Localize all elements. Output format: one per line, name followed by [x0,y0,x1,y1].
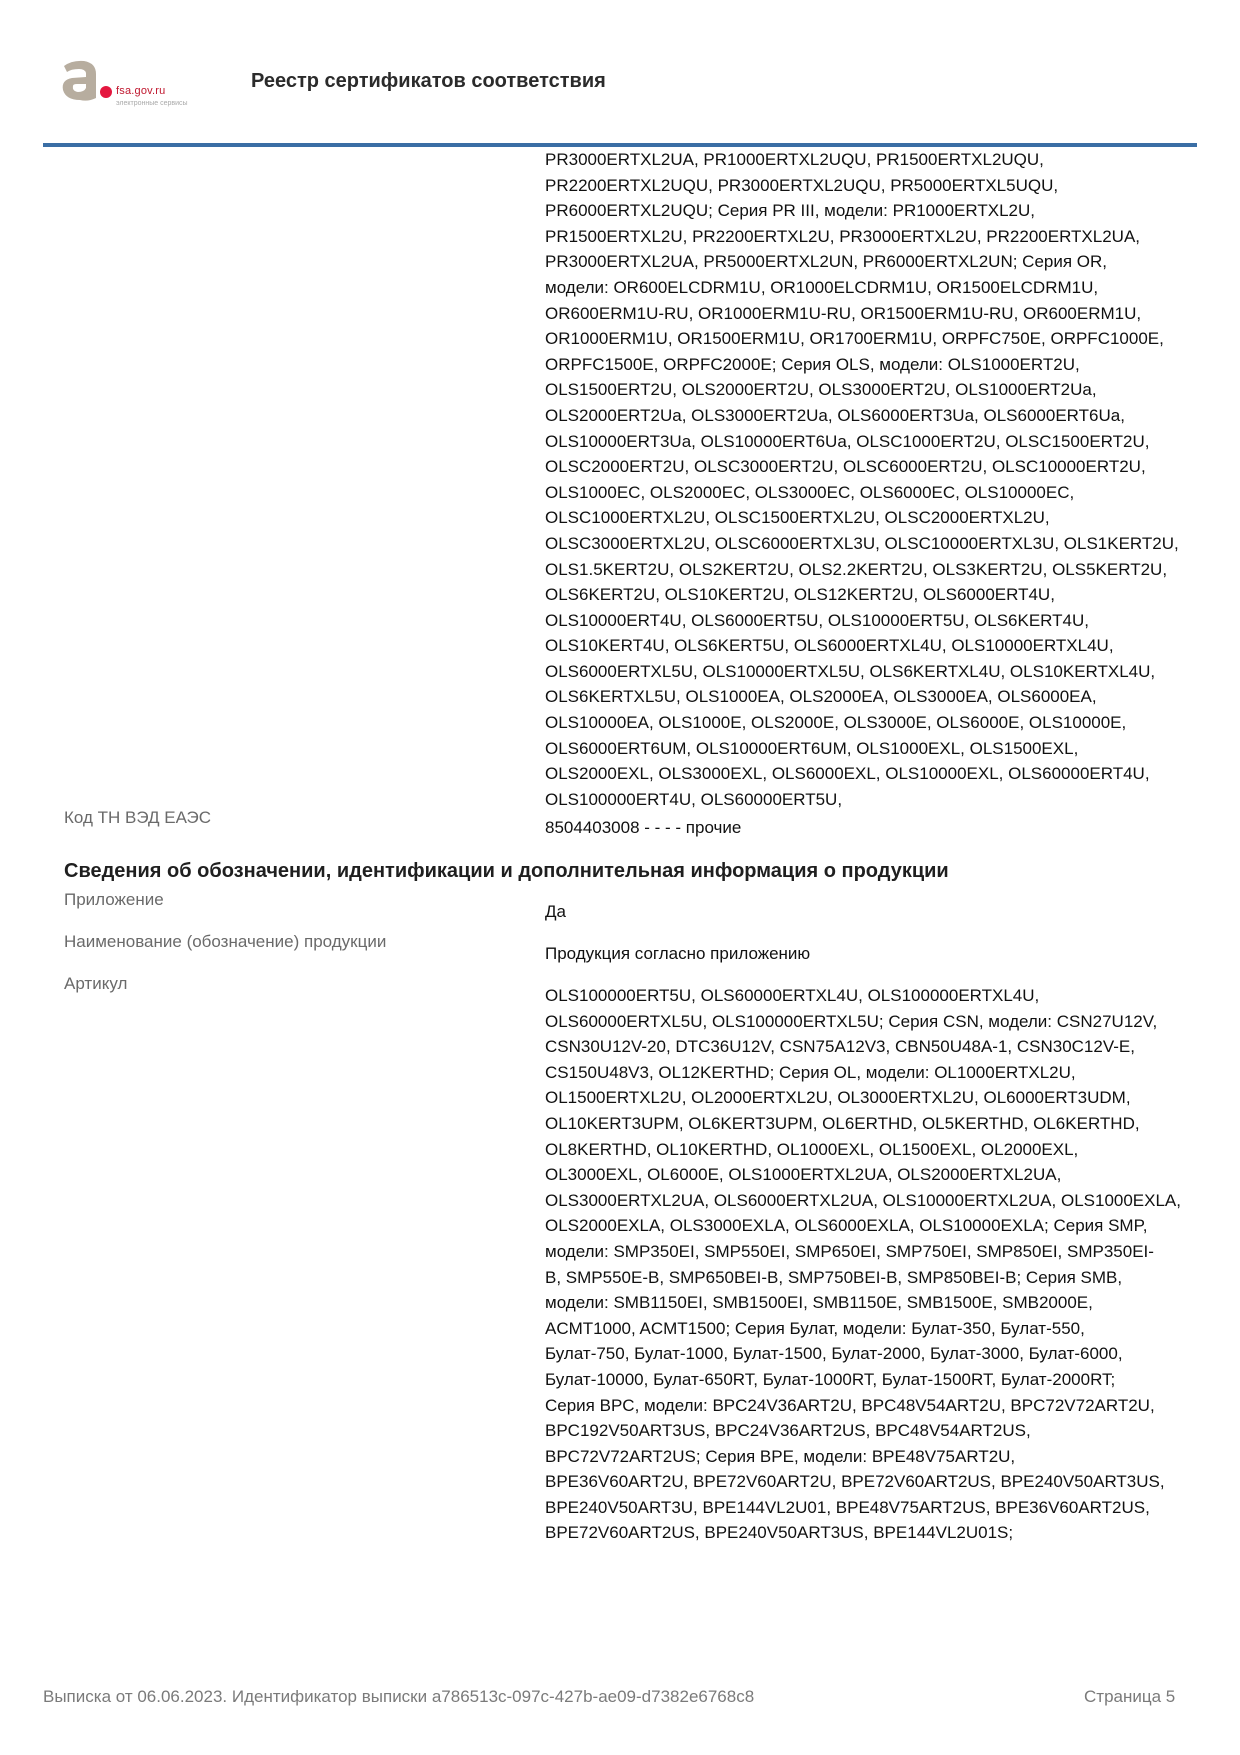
text-line: OLS1000EC, OLS2000EC, OLS3000EC, OLS6000EC, OLS10000EC, [545,482,1075,502]
text-line: PR1500ERTXL2U, PR2200ERTXL2U, PR3000ERTXL2U, PR2200ERTXL2UA, [545,226,1141,246]
text-line: OLSC1000ERTXL2U, OLSC1500ERTXL2U, OLSC2000ERTXL2U, [545,508,1050,528]
page-title: Реестр сертификатов соответствия [251,70,606,92]
appendix-label: Приложение [64,890,164,909]
text-line: OL10KERT3UPM, OL6KERT3UPM, OL6ERTHD, OL5KERTHD, OL6KERTHD, [545,1113,1140,1133]
text-line: PR3000ERTXL2UA, PR5000ERTXL2UN, PR6000ERTXL2UN; Серия OR, [545,252,1108,272]
page-number: Страница 5 [1084,1687,1176,1706]
text-line: BPE36V60ART2U, BPE72V60ART2U, BPE72V60ART2US, BPE240V50ART3US, [545,1472,1165,1492]
text-line: Булат-10000, Булат-650RT, Булат-1000RT, Булат-1500RT, Булат-2000RT; [545,1369,1116,1389]
appendix-value [545,899,1205,925]
text-line: OLS10000ERT3Ua, OLS10000ERT6Ua, OLSC1000ERT2U, OLSC1500ERT2U, [545,431,1150,451]
text-line: BPE72V60ART2US, BPE240V50ART3US, BPE144VL2U01S; [545,1523,1014,1543]
text-line: OLS10000EA, OLS1000E, OLS2000E, OLS3000E, OLS6000E, OLS10000E, [545,713,1127,733]
text-line: OR1000ERM1U, OR1500ERM1U, OR1700ERM1U, ORPFC750E, ORPFC1000E, [545,329,1164,349]
logo-subtitle: электронные сервисы [116,100,188,107]
product-name-label: Наименование (обозначение) продукции [64,932,387,951]
page-header [0,0,1240,150]
appendix-value-text: Да [545,902,566,921]
text-line: модели: SMP350EI, SMP550EI, SMP650EI, SMP750EI, SMP850EI, SMP350EI- [545,1241,1154,1261]
continued-product-list [545,147,1205,812]
section-title: Сведения об обозначении, идентификации и дополнительная информация о продукции [64,860,949,882]
text-line: Серия BPC, модели: BPC24V36ART2U, BPC48V54ART2U, BPC72V72ART2U, [545,1395,1155,1415]
text-line: OL3000EXL, OL6000E, OLS1000ERTXL2UA, OLS2000ERTXL2UA, [545,1165,1062,1185]
text-line: OLS6KERT2U, OLS10KERT2U, OLS12KERT2U, OLS6000ERT4U, [545,585,1055,605]
text-line: ACMT1000, ACMT1500; Серия Булат, модели: Булат-350, Булат-550, [545,1318,1085,1338]
fsa-a-logo-icon [58,58,102,102]
tnved-code: 8504403008 - - - - прочие [545,818,742,837]
text-line: OLS10KERT4U, OLS6KERT5U, OLS6000ERTXL4U, OLS10000ERTXL4U, [545,636,1114,656]
product-name-value [545,941,1205,967]
text-line: OLS6000ERTXL5U, OLS10000ERTXL5U, OLS6KERTXL4U, OLS10KERTXL4U, [545,661,1156,681]
text-line: PR6000ERTXL2UQU; Серия PR III, модели: PR1000ERTXL2U, [545,201,1035,221]
text-line: CSN30U12V-20, DTC36U12V, CSN75A12V3, CBN50U48A-1, CSN30C12V-E, [545,1037,1135,1057]
text-line: OLS2000EXL, OLS3000EXL, OLS6000EXL, OLS10000EXL, OLS60000ERT4U, [545,764,1150,784]
text-line: OLS2000EXLA, OLS3000EXLA, OLS6000EXLA, OLS10000EXLA; Серия SMP, [545,1216,1148,1236]
text-line: OLS100000ERT4U, OLS60000ERT5U, [545,789,843,809]
extract-info: Выписка от 06.06.2023. Идентификатор выписки a786513c-097c-427b-ae09-d7382e6768c8 [43,1687,755,1706]
text-line: BPC72V72ART2US; Серия BPE, модели: BPE48V75ART2U, [545,1446,1016,1466]
text-line: OLSC3000ERTXL2U, OLSC6000ERTXL3U, OLSC10000ERTXL3U, OLS1KERT2U, [545,533,1179,553]
product-name-value-text: Продукция согласно приложению [545,944,811,963]
logo-domain: fsa.gov.ru [116,85,166,97]
tnved-value [545,815,1205,841]
tnved-label: Код ТН ВЭД ЕАЭС [64,808,212,827]
text-line: OLS60000ERTXL5U, OLS100000ERTXL5U; Серия CSN, модели: CSN27U12V, [545,1011,1158,1031]
article-label: Артикул [64,974,128,993]
text-line: модели: SMB1150EI, SMB1500EI, SMB1150E, SMB1500E, SMB2000E, [545,1293,1093,1313]
text-line: OL1500ERTXL2U, OL2000ERTXL2U, OL3000ERTXL2U, OL6000ERT3UDM, [545,1088,1131,1108]
text-line: модели: OR600ELCDRM1U, OR1000ELCDRM1U, OR1500ELCDRM1U, [545,277,1099,297]
text-line: B, SMP550E-B, SMP650BEI-B, SMP750BEI-B, SMP850BEI-B; Серия SMB, [545,1267,1123,1287]
text-line: OLS1.5KERT2U, OLS2KERT2U, OLS2.2KERT2U, OLS3KERT2U, OLS5KERT2U, [545,559,1168,579]
text-line: OLS2000ERT2Ua, OLS3000ERT2Ua, OLS6000ERT3Ua, OLS6000ERT6Ua, [545,405,1125,425]
text-line: OLS100000ERT5U, OLS60000ERTXL4U, OLS100000ERTXL4U, [545,986,1040,1005]
text-line: CS150U48V3, OL12KERTHD; Серия OL, модели: OL1000ERTXL2U, [545,1062,1076,1082]
text-line: OLS1500ERT2U, OLS2000ERT2U, OLS3000ERT2U, OLS1000ERT2Ua, [545,380,1097,400]
logo-red-dot [100,86,112,98]
text-line: ORPFC1500E, ORPFC2000E; Серия OLS, модели: OLS1000ERT2U, [545,354,1080,374]
text-line: Булат-750, Булат-1000, Булат-1500, Булат-2000, Булат-3000, Булат-6000, [545,1344,1123,1364]
text-line: OR600ERM1U-RU, OR1000ERM1U-RU, OR1500ERM1U-RU, OR600ERM1U, [545,303,1142,323]
text-line: OLS6000ERT6UM, OLS10000ERT6UM, OLS1000EXL, OLS1500EXL, [545,738,1079,758]
text-line: OLS10000ERT4U, OLS6000ERT5U, OLS10000ERT5U, OLS6KERT4U, [545,610,1089,630]
text-line: PR2200ERTXL2UQU, PR3000ERTXL2UQU, PR5000ERTXL5UQU, [545,175,1059,195]
text-line: BPE240V50ART3U, BPE144VL2U01, BPE48V75ART2US, BPE36V60ART2US, [545,1497,1150,1517]
text-line: OL8KERTHD, OL10KERTHD, OL1000EXL, OL1500EXL, OL2000EXL, [545,1139,1079,1159]
text-line: PR3000ERTXL2UA, PR1000ERTXL2UQU, PR1500ERTXL2UQU, [545,150,1044,169]
text-line: OLS3000ERTXL2UA, OLS6000ERTXL2UA, OLS10000ERTXL2UA, OLS1000EXLA, [545,1190,1181,1210]
text-line: BPC192V50ART3US, BPC24V36ART2US, BPC48V54ART2US, [545,1421,1031,1441]
text-line: OLSC2000ERT2U, OLSC3000ERT2U, OLSC6000ERT2U, OLSC10000ERT2U, [545,457,1146,477]
text-line: OLS6KERTXL5U, OLS1000EA, OLS2000EA, OLS3000EA, OLS6000EA, [545,687,1097,707]
article-value [545,983,1205,1546]
fsa-logo [58,56,208,112]
